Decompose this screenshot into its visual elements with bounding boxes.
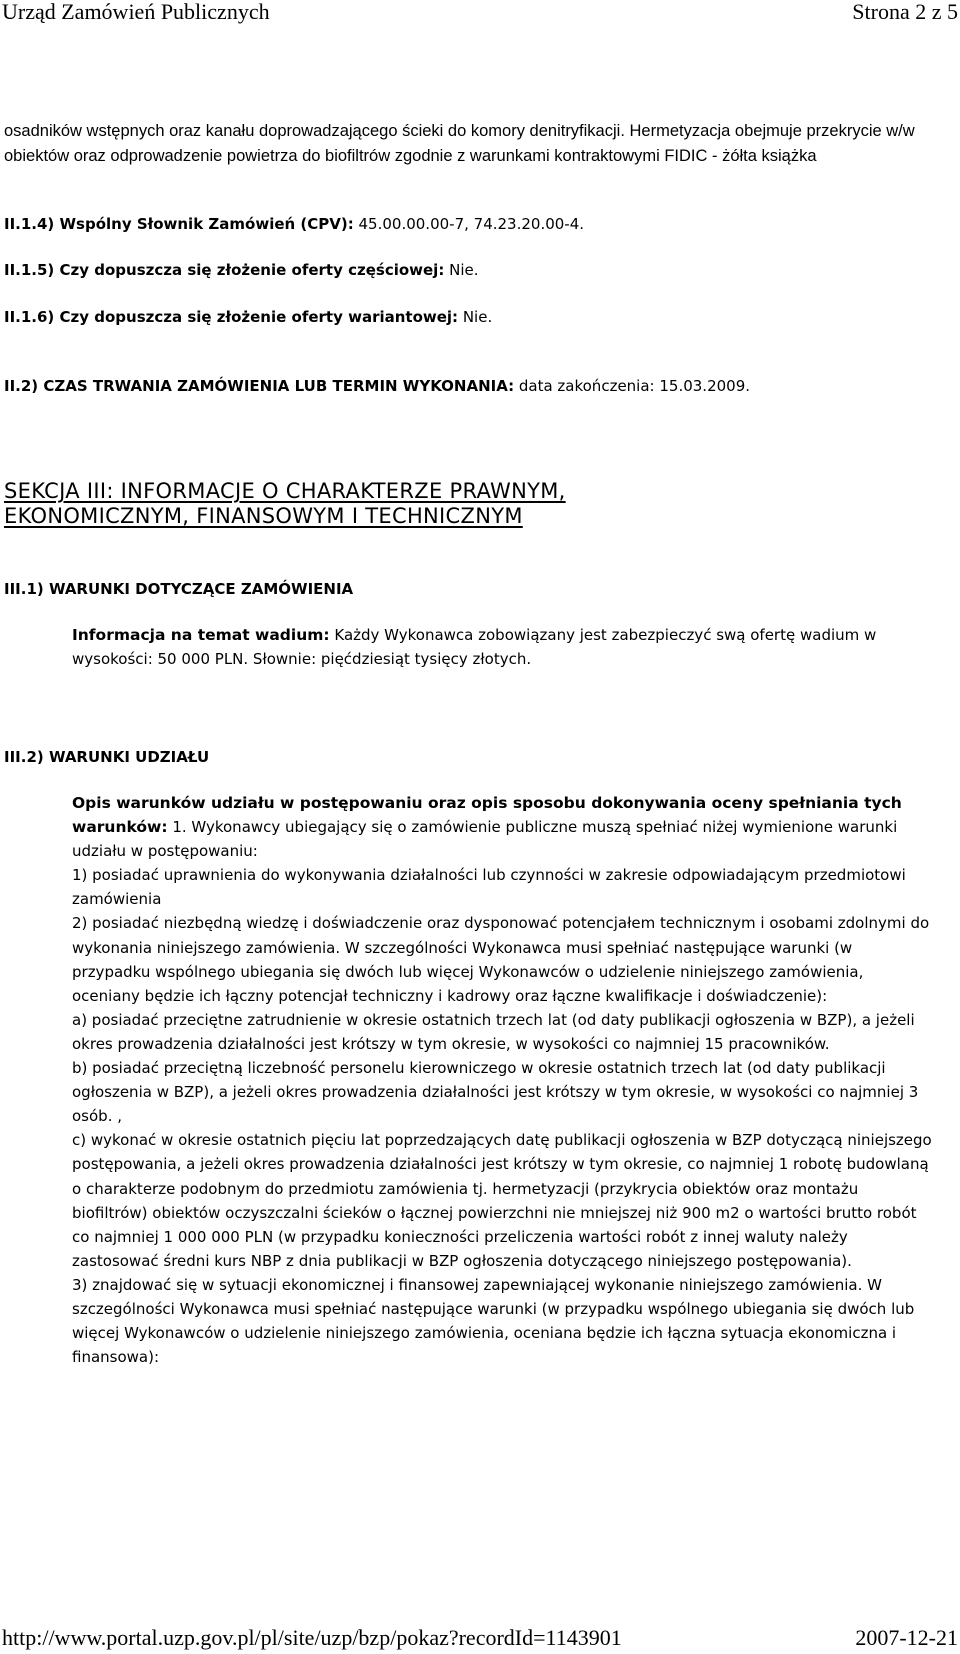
- condition-2c: c) wykonać w okresie ostatnich pięciu lat poprzedzających datę publikacji ogłoszenia w BZP dotyczącą niniejszego postępowania, a jeżeli okres prowadzenia działalności jest krótszy w tym okresie, co najmniej 1 robotę budowlaną o charakterze podobnym do przedmiotu zamówienia tj. hermetyzacji (przykrycia obiektów oraz montażu biofiltrów) obiektów oczyszczalni ścieków o łącznej powierzchni nie mniejszej niż 900 m2 o wartości brutto robót co najmniej 1 000 000 PLN (w przypadku konieczności przeliczenia wartości robót z innej waluty należy zastosować średni kurs NBP z dnia publikacji w BZP ogłoszenia dotyczącego niniejszego postępowania).: [72, 1131, 932, 1270]
- cpv-label: II.1.4) Wspólny Słownik Zamówień (CPV):: [4, 215, 354, 233]
- condition-3: 3) znajdować się w sytuacji ekonomicznej i finansowej zapewniającej wykonanie niniejszego zamówienia. W szczególności Wykonawca musi spełniać następujące warunki (w przypadku wspólnego ubiegania się dwóch lub więcej Wykonawców o udzielenie niniejszego zamówienia, oceniana będzie ich łączna sytuacja ekonomiczna i finansowa):: [72, 1275, 915, 1367]
- duration-value: data zakończenia: 15.03.2009.: [514, 377, 751, 395]
- cpv-value: 45.00.00.00-7, 74.23.20.00-4.: [353, 215, 585, 233]
- conditions-intro: 1. Wykonawcy ubiegający się o zamówienie publiczne muszą spełniać niżej wymienione warunki udziału w postępowaniu:: [72, 818, 898, 861]
- section-heading-line1: SEKCJA III: INFORMACJE O CHARAKTERZE PRAWNYM,: [4, 479, 566, 503]
- wadium-text: Każdy Wykonawca zobowiązany jest zabezpieczyć swą ofertę wadium w wysokości: 50 000 PLN. Słownie: pięćdziesiąt tysięcy złotych.: [72, 626, 877, 669]
- conditions-label: Opis warunków udziału w postępowaniu oraz opis sposobu dokonywania oceny spełniania tych warunków:: [72, 794, 902, 837]
- wadium-paragraph: [72, 623, 932, 671]
- partial-offer-item: [4, 259, 934, 281]
- partial-offer-value: Nie.: [444, 261, 479, 279]
- condition-2a: a) posiadać przeciętne zatrudnienie w okresie ostatnich trzech lat (od daty publikacji ogłoszenia w BZP), a jeżeli okres prowadzenia działalności jest krótszy w tym okresie, w wysokości co najmniej 15 pracowników.: [72, 1010, 915, 1053]
- duration-item: [4, 375, 934, 397]
- page-footer: [0, 1626, 960, 1654]
- variant-offer-value: Nie.: [458, 308, 493, 326]
- subsection-heading-participation: III.2) WARUNKI UDZIAŁU: [4, 748, 210, 766]
- wadium-label: Informacja na temat wadium:: [72, 626, 330, 644]
- section-heading-line2: EKONOMICZNYM, FINANSOWYM I TECHNICZNYM: [4, 504, 523, 528]
- footer-date: 2007-12-21: [855, 1625, 958, 1650]
- cpv-item: [4, 213, 934, 235]
- page-header: [0, 0, 960, 28]
- page-number: Strona 2 z 5: [852, 0, 958, 24]
- section-heading: [4, 479, 934, 529]
- conditions-paragraph: [72, 791, 932, 1369]
- variant-offer-label: II.1.6) Czy dopuszcza się złożenie oferty wariantowej:: [4, 308, 459, 326]
- condition-2b: b) posiadać przeciętną liczebność personelu kierowniczego w okresie ostatnich trzech lat (od daty publikacji ogłoszenia w BZP), a jeżeli okres prowadzenia działalności jest krótszy w tym okresie, w wysokości co najmniej 3 osób. ,: [72, 1059, 919, 1126]
- condition-1: 1) posiadać uprawnienia do wykonywania działalności lub czynności w zakresie odpowiadającym przedmiotowi zamówienia: [72, 866, 906, 909]
- variant-offer-item: [4, 306, 934, 328]
- intro-paragraph: osadników wstępnych oraz kanału doprowadzającego ścieki do komory denitryfikacji. Hermetyzacja obejmuje przekrycie w/w obiektów oraz odprowadzenie powietrza do biofiltrów zgodnie z warunkami kontraktowymi FIDIC - żółta książka: [4, 122, 915, 165]
- subsection-heading-conditions: III.1) WARUNKI DOTYCZĄCE ZAMÓWIENIA: [4, 580, 354, 598]
- condition-2: 2) posiadać niezbędną wiedzę i doświadczenie oraz dysponować potencjałem technicznym i osobami zdolnymi do wykonania niniejszego zamówienia. W szczególności Wykonawca musi spełniać następujące warunki (w przypadku wspólnego ubiegania się dwóch lub więcej Wykonawców o udzielenie niniejszego zamówienia, oceniany będzie ich łączny potencjał techniczny i kadrowy oraz łączne kwalifikacje i doświadczenie):: [72, 914, 930, 1005]
- footer-url: http://www.portal.uzp.gov.pl/pl/site/uzp/bzp/pokaz?recordId=1143901: [2, 1625, 622, 1650]
- header-title: Urząd Zamówień Publicznych: [2, 0, 270, 24]
- partial-offer-label: II.1.5) Czy dopuszcza się złożenie oferty częściowej:: [4, 261, 445, 279]
- duration-label: II.2) CZAS TRWANIA ZAMÓWIENIA LUB TERMIN WYKONANIA:: [4, 377, 515, 395]
